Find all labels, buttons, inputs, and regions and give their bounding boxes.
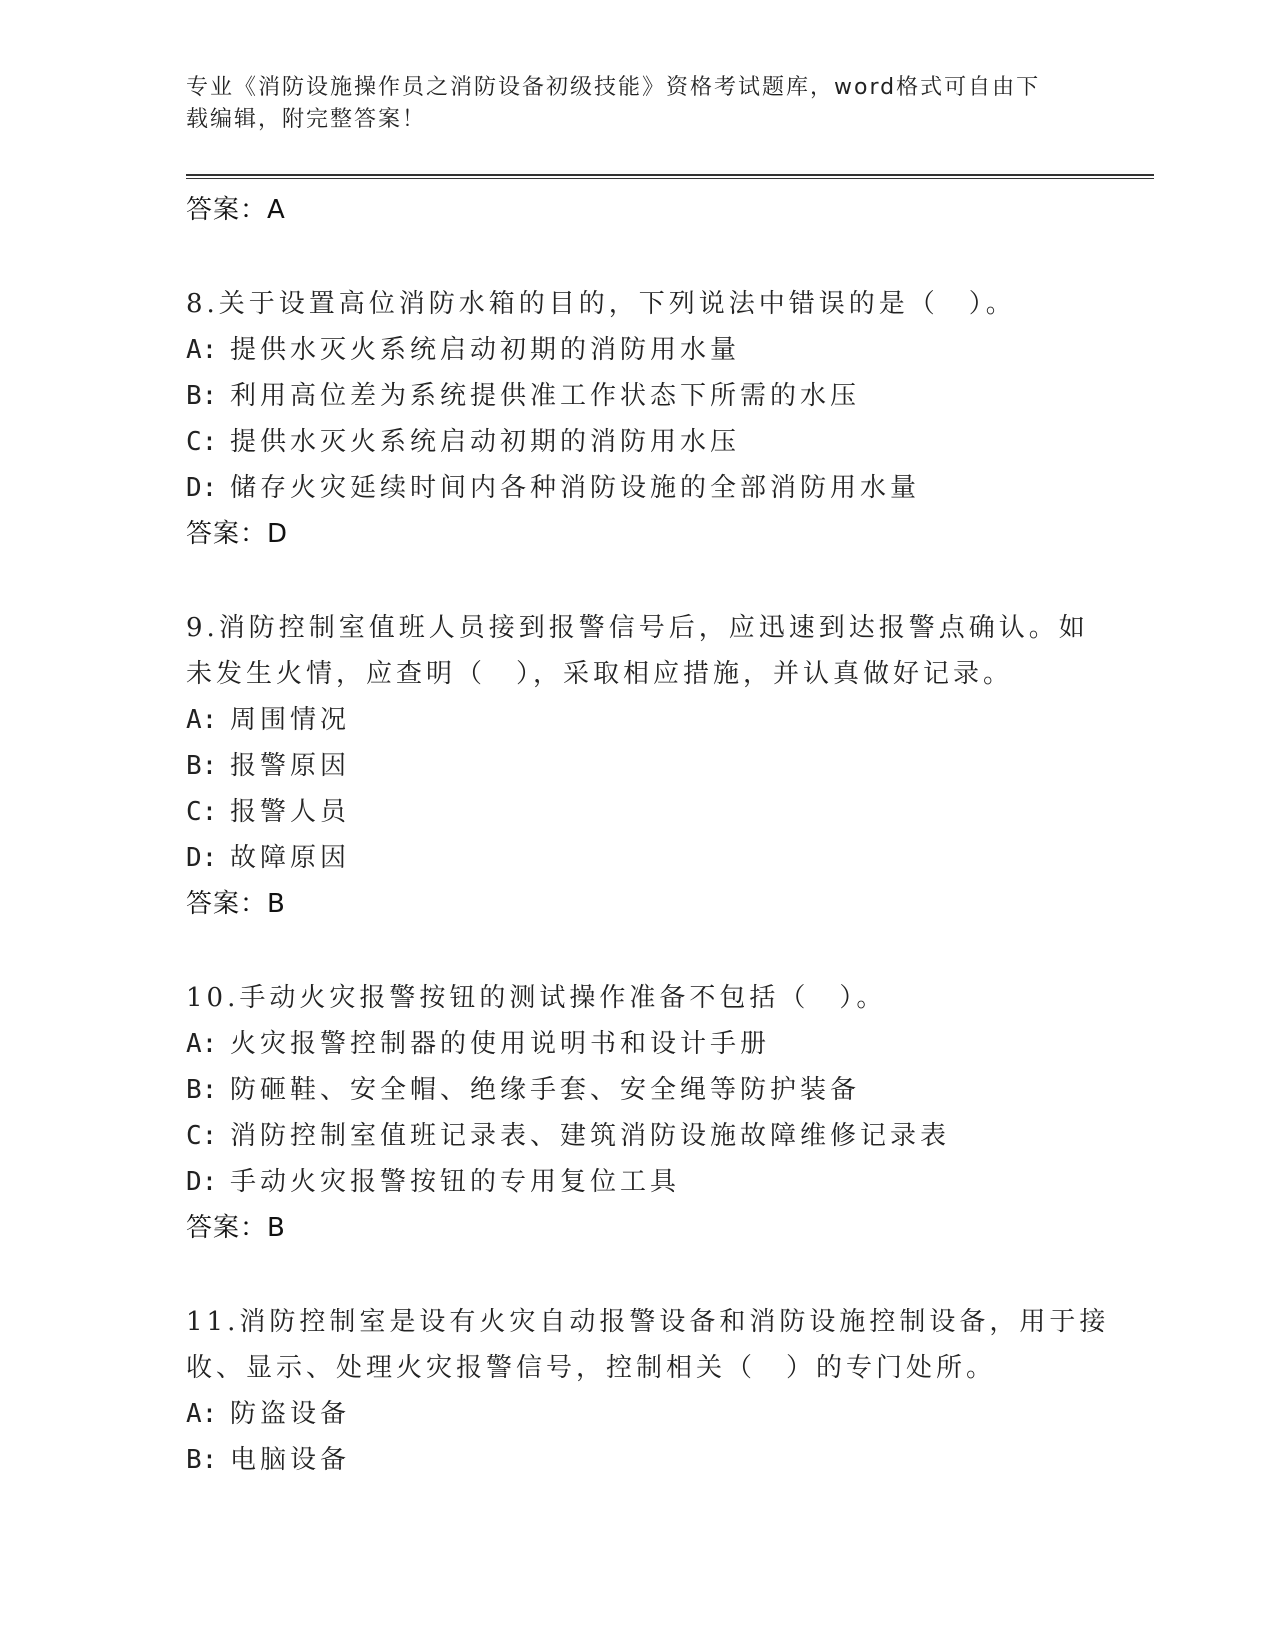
- option-letter: A:: [186, 1399, 218, 1429]
- question-text-line-2: 未发生火情，应查明（ ），采取相应措施，并认真做好记录。: [186, 659, 1014, 689]
- option-letter: A:: [186, 705, 218, 735]
- option-a: [186, 327, 1146, 373]
- header-line-2: 载编辑，附完整答案！: [186, 107, 427, 132]
- option-b: [186, 743, 1146, 789]
- option-letter: C:: [186, 427, 218, 457]
- option-a: [186, 697, 1146, 743]
- document-page: [186, 72, 1146, 1483]
- option-text: 周围情况: [230, 705, 351, 735]
- question-text-line-1: 11.消防控制室是设有火灾自动报警设备和消防设施控制设备，用于接: [186, 1307, 1110, 1337]
- question-text: 8.关于设置高位消防水箱的目的，下列说法中错误的是（ ）。: [186, 289, 1016, 319]
- answer-label: 答案：D: [186, 519, 289, 549]
- document-header: [186, 72, 1066, 136]
- option-letter: B:: [186, 381, 218, 411]
- option-text: 电脑设备: [230, 1445, 351, 1475]
- header-divider: [186, 174, 1154, 179]
- option-text: 防盗设备: [230, 1399, 351, 1429]
- question-10: [186, 975, 1146, 1251]
- option-letter: D:: [186, 473, 218, 503]
- option-letter: B:: [186, 751, 218, 781]
- option-d: [186, 1159, 1146, 1205]
- option-text: 防砸鞋、安全帽、绝缘手套、安全绳等防护装备: [230, 1075, 861, 1105]
- header-line-1: 专业《消防设施操作员之消防设备初级技能》资格考试题库，word格式可自由下: [186, 75, 1041, 100]
- option-a: [186, 1391, 1146, 1437]
- option-text: 报警人员: [230, 797, 351, 827]
- option-a: [186, 1021, 1146, 1067]
- option-letter: D:: [186, 1167, 218, 1197]
- answer-label: 答案：A: [186, 195, 286, 225]
- option-d: [186, 465, 1146, 511]
- option-b: [186, 373, 1146, 419]
- option-text: 储存火灾延续时间内各种消防设施的全部消防用水量: [230, 473, 921, 503]
- option-text: 故障原因: [230, 843, 351, 873]
- option-text: 利用高位差为系统提供准工作状态下所需的水压: [230, 381, 861, 411]
- option-letter: B:: [186, 1445, 218, 1475]
- question-text-line-2: 收、显示、处理火灾报警信号，控制相关（ ）的专门处所。: [186, 1353, 997, 1383]
- option-letter: C:: [186, 1121, 218, 1151]
- option-letter: A:: [186, 1029, 218, 1059]
- option-c: [186, 1113, 1146, 1159]
- option-c: [186, 789, 1146, 835]
- option-b: [186, 1437, 1146, 1483]
- answer-label: 答案：B: [186, 889, 286, 919]
- option-text: 提供水灭火系统启动初期的消防用水量: [230, 335, 741, 365]
- option-text: 提供水灭火系统启动初期的消防用水压: [230, 427, 741, 457]
- question-8: [186, 281, 1146, 557]
- option-letter: A:: [186, 335, 218, 365]
- question-9: [186, 605, 1146, 927]
- option-letter: B:: [186, 1075, 218, 1105]
- question-text: 10.手动火灾报警按钮的测试操作准备不包括（ ）。: [186, 983, 887, 1013]
- option-text: 手动火灾报警按钮的专用复位工具: [230, 1167, 681, 1197]
- option-text: 消防控制室值班记录表、建筑消防设施故障维修记录表: [230, 1121, 951, 1151]
- option-c: [186, 419, 1146, 465]
- answer-label: 答案：B: [186, 1213, 286, 1243]
- option-letter: D:: [186, 843, 218, 873]
- question-11: [186, 1299, 1146, 1483]
- option-d: [186, 835, 1146, 881]
- question-text-line-1: 9.消防控制室值班人员接到报警信号后，应迅速到达报警点确认。如: [186, 613, 1089, 643]
- option-letter: C:: [186, 797, 218, 827]
- option-text: 火灾报警控制器的使用说明书和设计手册: [230, 1029, 771, 1059]
- option-text: 报警原因: [230, 751, 351, 781]
- option-b: [186, 1067, 1146, 1113]
